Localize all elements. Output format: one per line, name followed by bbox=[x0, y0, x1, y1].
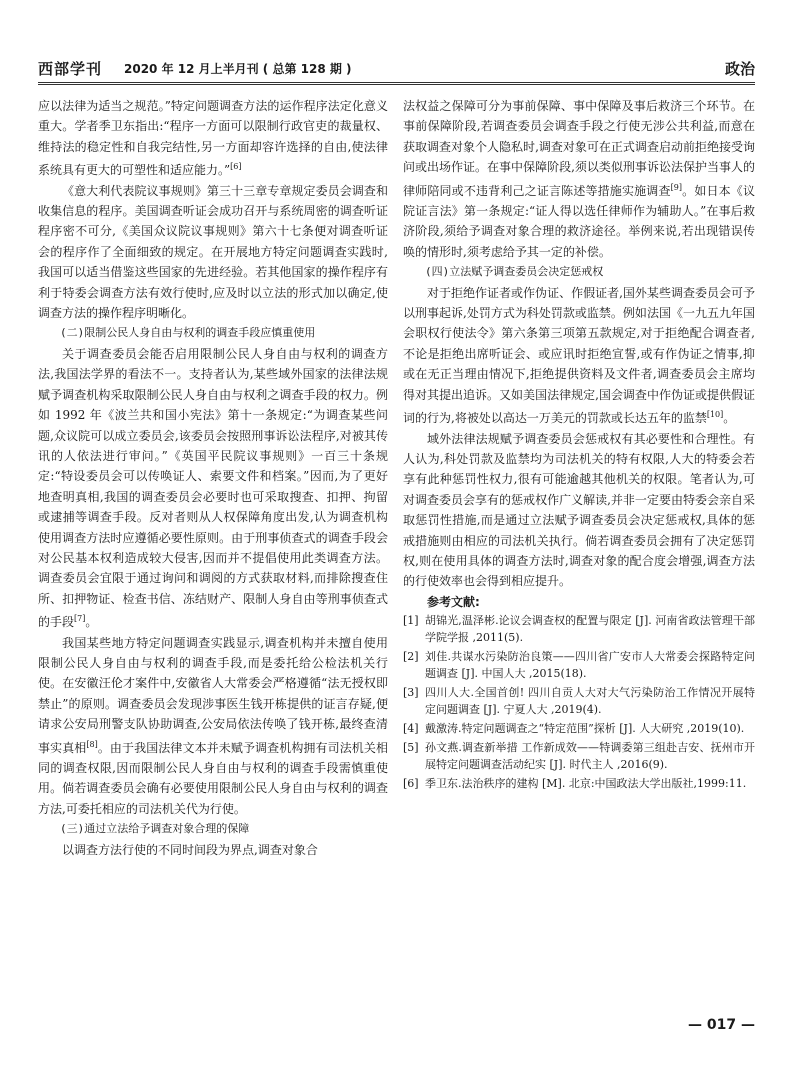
right-column bbox=[403, 96, 755, 794]
references-title: 参考文献: bbox=[427, 594, 480, 609]
reference-list bbox=[403, 612, 755, 792]
reference-item: [5] 孙文燕.调查新举措 工作新成效——特调委第三组赴吉安、抚州市开展特定问题调查活动纪实 [J]. 时代主人 ,2016(9). bbox=[403, 741, 755, 772]
reference-item: [3] 四川人大.全国首创! 四川自贡人大对大气污染防治工作情况开展特定问题调查 [J]. 宁夏人大 ,2019(4). bbox=[403, 686, 755, 717]
reference-item: [1] 胡锦光,温泽彬.论议会调查权的配置与限定 [J]. 河南省政法管理干部学院学报 ,2011(5). bbox=[403, 614, 755, 645]
reference-item: [6] 季卫东.法治秩序的建构 [M]. 北京:中国政法大学出版社,1999:11. bbox=[403, 777, 747, 791]
paragraph: 法权益之保障可分为事前保障、事中保障及事后救济三个环节。在事前保障阶段,若调查委员会调查手段之行使无涉公共利益,而意在获取调查对象个人隐私时,调查对象可在正式调查启动前拒绝接受询问或出场作证。在事中保障阶段,须以类似刑事诉讼法保护当事人的律师陪同或不违背利己之证言陈述等措施实施调查[9]。如日本《议院证言法》第一条规定:“证人得以选任律师作为辅助人。”在事后救济阶段,须给予调查对象合理的救济途径。举例来说,若出现错误传唤的情形时,须考虑给予其一定的补偿。 bbox=[403, 99, 755, 259]
citation: [9] bbox=[670, 182, 682, 192]
subsection-heading: (四)立法赋予调查委员会决定惩戒权 bbox=[425, 265, 604, 279]
reference-item: [4] 戴激涛.特定问题调查之“特定范围”探析 [J]. 人大研究 ,2019(10). bbox=[403, 722, 745, 736]
paragraph: 对于拒绝作证者或作伪证、作假证者,国外某些调查委员会可予以刑事起诉,处罚方式为科处罚款或监禁。例如法国《一九五九年国会职权行使法令》第六条第三项第五款规定,对于拒绝配合调查者,不论是拒绝出席听证会、或应讯时拒绝宣誓,或有作伪证之情事,抑或在无正当理由情况下,拒绝提供资料及文件者,调查委员会主席均得对其提出追诉。又如美国法律规定,国会调查中作伪证或提供假证词的行为,将被处以高达一万美元的罚款或长达五年的监禁[10]。 bbox=[403, 285, 755, 426]
citation: [10] bbox=[706, 410, 724, 420]
citation: [7] bbox=[74, 614, 86, 624]
paragraph: 以调查方法行使的不同时间段为界点,调查对象合 bbox=[62, 842, 318, 857]
paragraph: 应以法律为适当之规范。”特定问题调查方法的运作程序法定化意义重大。学者季卫东指出:“程序一方面可以限制行政官吏的裁量权、维持法的稳定性和自我完结性,另一方面却容许选择的自由,使法律系统具有更大的可塑性和适应能力。”[6] bbox=[38, 99, 388, 178]
paragraph: 域外法律法规赋予调查委员会惩戒权有其必要性和合理性。有人认为,科处罚款及监禁均为司法机关的特有权限,人大的特委会若享有此种惩罚性权力,很有可能逾越其他机关的权限。笔者认为,可对调查委员会享有的惩戒权作广义解读,并非一定要由特委会亲自采取惩罚性措施,而是通过立法赋予调查委员会决定惩戒权,具体的惩戒措施则由相应的司法机关执行。倘若调查委员会拥有了决定惩罚权,则在使用具体的调查方法时,调查对象的配合度会增强,调查方法的行使效率也会得到相应提升。 bbox=[403, 431, 755, 589]
paragraph: 我国某些地方特定问题调查实践显示,调查机构并未擅自使用限制公民人身自由与权利的调查手段,而是委托给公检法机关行使。在安徽汪伦才案件中,安徽省人大常委会严格遵循“法无授权即禁止”的原则。调查委员会发现涉事医生钱开栋提供的证言存疑,便请求公安局刑警支队协助调查,公安局依法传唤了钱开栋,最终查清事实真相[8]。由于我国法律文本并未赋予调查机构拥有司法机关相同的调查权限,因而限制公民人身自由与权利的调查手段需慎重使用。倘若调查委员会确有必要使用限制公民人身自由与权利的调查方法,可委托相应的司法机关代为行使。 bbox=[38, 635, 388, 816]
subsection-heading: (二)限制公民人身自由与权利的调查手段应慎重使用 bbox=[60, 326, 316, 340]
subsection-heading: (三)通过立法给予调查对象合理的保障 bbox=[60, 822, 250, 836]
page-number: — 017 — bbox=[688, 1017, 755, 1033]
left-column bbox=[38, 96, 388, 860]
section-title: 政治 bbox=[724, 60, 755, 78]
issue-info: 2020 年 12 月上半月刊 ( 总第 128 期 ) bbox=[124, 62, 352, 76]
citation: [8] bbox=[86, 739, 98, 749]
paragraph: 《意大利代表院议事规则》第三十三章专章规定委员会调查和收集信息的程序。美国调查听证会成功召开与系统周密的调查听证程序密不可分,《美国众议院议事规则》第六十七条便对调查听证会的程序作了全面细致的规定。在开展地方特定问题调查实践时,我国可以适当借鉴这些国家的先进经验。若其他国家的操作程序有利于特委会调查方法有效行使时,应及时以立法的形式加以确定,使调查方法的操作程序明晰化。 bbox=[38, 183, 388, 321]
journal-logo: 西部学刊 bbox=[38, 60, 103, 78]
citation: [6] bbox=[230, 162, 242, 172]
page-header bbox=[38, 56, 755, 85]
reference-item: [2] 刘佳.共谋水污染防治良策——四川省广安市人大常委会探路特定问题调查 [J]. 中国人大 ,2015(18). bbox=[403, 650, 755, 681]
paragraph: 关于调查委员会能否启用限制公民人身自由与权利的调查方法,我国法学界的看法不一。支持者认为,某些域外国家的法律法规赋予调查机构采取限制公民人身自由与权利之调查手段的权力。例如 1992 年《波兰共和国小宪法》第十一条规定:“为调查某些问题,众议院可以成立委员会,该委员会按照刑事诉讼法程序,对被其传讯的人依法进行审问。”《英国平民院议事规则》一百三十条规定:“特设委员会可以传唤证人、索要文件和档案。”因而,为了更好地查明真相,我国的调查委员会必要时也可采取搜查、扣押、拘留或逮捕等调查手段。反对者则从人权保障角度出发,认为调查机构使用调查方法时应遵循必要性原则。由于刑事侦查式的调查手段会对公民基本权利造成较大侵害,因而并不提倡使用此类调查方法。调查委员会宜限于通过询问和调阅的方式获取材料,而排除搜查住所、扣押物证、检查书信、冻结财产、限制人身自由等刑事侦查式的手段[7]。 bbox=[38, 346, 388, 630]
